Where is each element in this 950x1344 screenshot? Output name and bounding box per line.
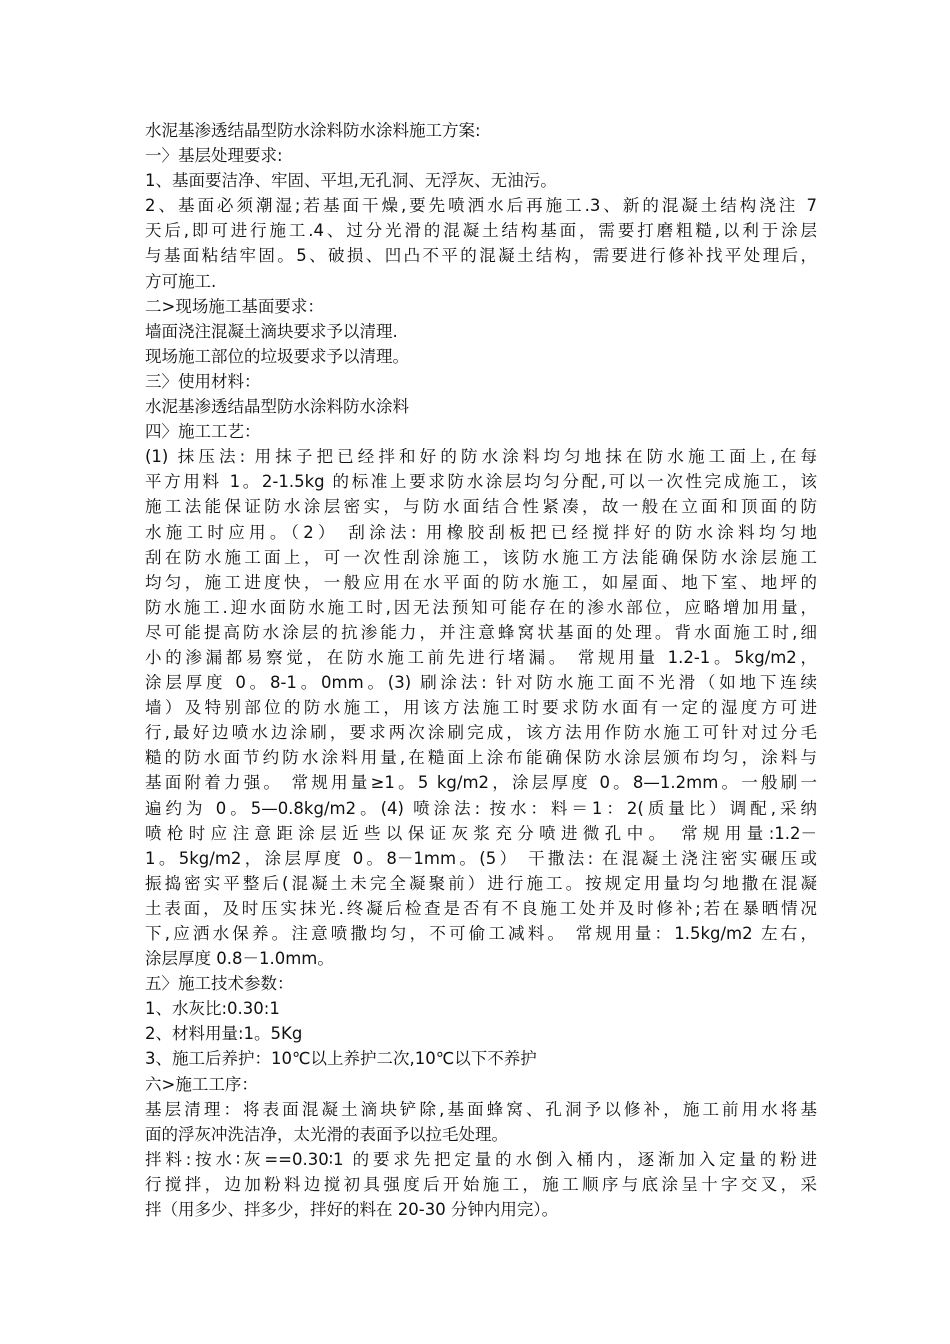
- text-line: 六>施工工序：: [145, 1074, 258, 1094]
- document-body: [145, 118, 817, 1222]
- text-line: 喷枪时应注意距涂层近些以保证灰浆充分喷进微孔中。 常规用量:1.2－: [145, 823, 817, 843]
- text-line: 遍约为 0。5—0.8kg/m2。(4) 喷涂法: 按水：料＝1：2(质量比）调配,采纳: [145, 798, 817, 818]
- text-line: 刮在防水施工面上，可一次性刮涂施工，该防水施工方法能确保防水涂层施工: [145, 547, 817, 567]
- text-line: 面的浮灰冲洗洁净，太光滑的表面予以拉毛处理。: [145, 1124, 508, 1144]
- text-line: 防水施工.迎水面防水施工时,因无法预知可能存在的渗水部位，应略增加用量，: [145, 597, 817, 617]
- text-line: 施工法能保证防水涂层密实，与防水面结合性紧凑，故一般在立面和顶面的防: [145, 497, 817, 517]
- text-line: 均匀，施工进度快，一般应用在水平面的防水施工，如屋面、地下室、地坪的: [145, 572, 817, 592]
- text-line: (1) 抹压法: 用抹子把已经拌和好的防水涂料均匀地抹在防水施工面上,在每: [145, 447, 817, 467]
- text-line: 土表面，及时压实抹光.终凝后检查是否有不良施工处并及时修补;若在暴晒情况: [145, 898, 817, 918]
- text-line: 水泥基渗透结晶型防水涂料防水涂料: [145, 397, 409, 417]
- text-line: 拌料:按水∶灰==0.30∶1 的要求先把定量的水倒入桶内，逐渐加入定量的粉进: [145, 1149, 817, 1169]
- text-line: 涂层厚度 0。8-1。0mm。(3) 刷涂法: 针对防水施工面不光滑（如地下连续: [145, 673, 817, 693]
- text-line: 基层清理：将表面混凝土滴块铲除,基面蜂窝、孔洞予以修补，施工前用水将基: [145, 1099, 817, 1119]
- text-line: 2、基面必须潮湿;若基面干燥,要先喷洒水后再施工.3、新的混凝土结构浇注 7: [145, 196, 817, 216]
- text-line: 一〉基层处理要求:: [145, 146, 283, 166]
- text-line: 1、水灰比:0.30:1: [145, 999, 280, 1019]
- text-line: 1、基面要洁净、牢固、平坦,无孔洞、无浮灰、无油污。: [145, 171, 557, 191]
- text-line: 下,应洒水保养。注意喷撒均匀，不可偷工减料。 常规用量：1.5kg/m2 左右，: [145, 924, 817, 943]
- text-line: 尽可能提高防水涂层的抗渗能力，并注意蜂窝状基面的处理。背水面施工时,细: [145, 622, 817, 642]
- text-line: 四〉施工工艺：: [145, 422, 261, 442]
- text-line: 振捣密实平整后(混凝土未完全凝聚前）进行施工。按规定用量均匀地撒在混凝: [145, 873, 817, 893]
- text-line: 二>现场施工基面要求：: [145, 296, 324, 316]
- text-line: 天后,即可进行施工.4、过分光滑的混凝土结构基面，需要打磨粗糙,以利于涂层: [145, 221, 817, 241]
- text-line: 3、施工后养护：10℃以上养护二次,10℃以下不养护: [145, 1049, 537, 1069]
- text-line: 涂层厚度 0.8－1.0mm。: [145, 949, 334, 969]
- text-line: 平方用料 1。2-1.5kg 的标准上要求防水涂层均匀分配,可以一次性完成施工，该: [145, 472, 817, 492]
- text-line: 与基面粘结牢固。5、破损、凹凸不平的混凝土结构，需要进行修补找平处理后，: [145, 246, 817, 266]
- text-line: 五〉施工技术参数：: [145, 974, 294, 994]
- text-line: 行搅拌，边加粉料边搅初具强度后开始施工，施工顺序与底涂呈十字交叉，采: [145, 1174, 817, 1194]
- text-line: 方可施工.: [145, 271, 217, 291]
- text-line: 行,最好边喷水边涂刷，要求两次涂刷完成，该方法用作防水施工可针对过分毛: [145, 723, 817, 743]
- text-line: 小的渗漏都易察觉，在防水施工前先进行堵漏。 常规用量 1.2-1。5kg/m2，: [145, 647, 817, 667]
- text-line: 水泥基渗透结晶型防水涂料防水涂料施工方案:: [145, 121, 481, 140]
- text-line: 墙）及特别部位的防水施工，用该方法施工时要求防水面有一定的湿度方可进: [145, 698, 817, 718]
- text-line: 墙面浇注混凝土滴块要求予以清理.: [145, 321, 398, 341]
- text-line: 拌（用多少、拌多少，拌好的料在 20-30 分钟内用完）。: [145, 1200, 559, 1220]
- text-line: 2、材料用量:1。5Kg: [145, 1024, 303, 1044]
- text-line: 水施工时应用。（2） 刮涂法: 用橡胶刮板把已经搅拌好的防水涂料均匀地: [145, 522, 817, 542]
- text-line: 基面附着力强。 常规用量≥1。5 kg/m2，涂层厚度 0。8—1.2mm。一般刷一: [145, 773, 817, 793]
- text-line: 现场施工部位的垃圾要求予以清理。: [145, 346, 409, 366]
- text-line: 糙的防水面节约防水涂料用量,在糙面上涂布能确保防水涂层颁布均匀，涂料与: [145, 748, 817, 768]
- text-line: 三〉使用材料：: [145, 371, 261, 391]
- text-line: 1。5kg/m2，涂层厚度 0。8－1mm。(5） 干撒法: 在混凝土浇注密实碾压或: [145, 848, 817, 868]
